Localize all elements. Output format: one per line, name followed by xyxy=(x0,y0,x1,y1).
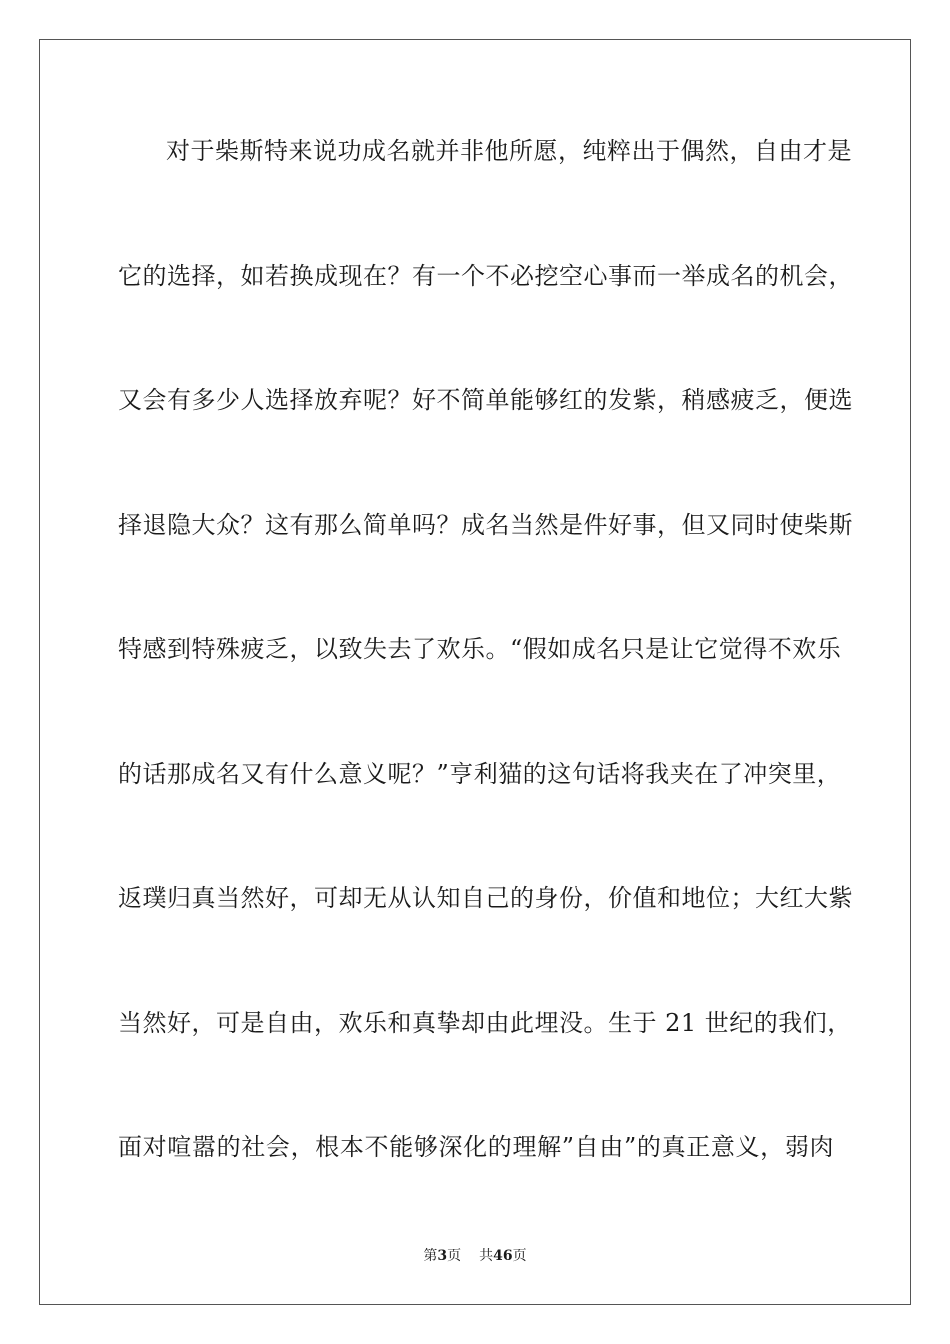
page-frame xyxy=(39,39,911,1305)
paragraph-line-4: 择退隐大众？这有那么简单吗？成名当然是件好事，但又同时使柴斯 xyxy=(118,511,853,539)
paragraph-line-6: 的话那成名又有什么意义呢？”亨利猫的这句话将我夹在了冲突里， xyxy=(118,760,842,788)
page-suffix: 页 xyxy=(447,1248,462,1264)
total-suffix: 页 xyxy=(512,1248,527,1264)
paragraph-line-8: 当然好，可是自由，欢乐和真挚却由此埋没。生于 21 世纪的我们， xyxy=(118,1009,852,1037)
paragraph-line-5: 特感到特殊疲乏，以致失去了欢乐。“假如成名只是让它觉得不欢乐 xyxy=(118,635,842,663)
page-footer xyxy=(0,1247,950,1265)
paragraph-line-7: 返璞归真当然好，可却无从认知自己的身份，价值和地位；大红大紫 xyxy=(118,884,853,912)
paragraph-line-3: 又会有多少人选择放弃呢？好不简单能够红的发紫，稍感疲乏，便选 xyxy=(118,386,853,414)
page-prefix: 第 xyxy=(423,1248,438,1264)
paragraph-line-2: 它的选择，如若换成现在？有一个不必挖空心事而一举成名的机会， xyxy=(118,262,853,290)
total-pages: 46 xyxy=(493,1248,513,1264)
paragraph-line-1: 对于柴斯特来说功成名就并非他所愿，纯粹出于偶然，自由才是 xyxy=(166,137,852,165)
page-number: 3 xyxy=(437,1248,448,1264)
total-prefix: 共 xyxy=(479,1248,494,1264)
paragraph-line-9: 面对喧嚣的社会，根本不能够深化的理解”自由”的真正意义，弱肉 xyxy=(118,1133,834,1161)
